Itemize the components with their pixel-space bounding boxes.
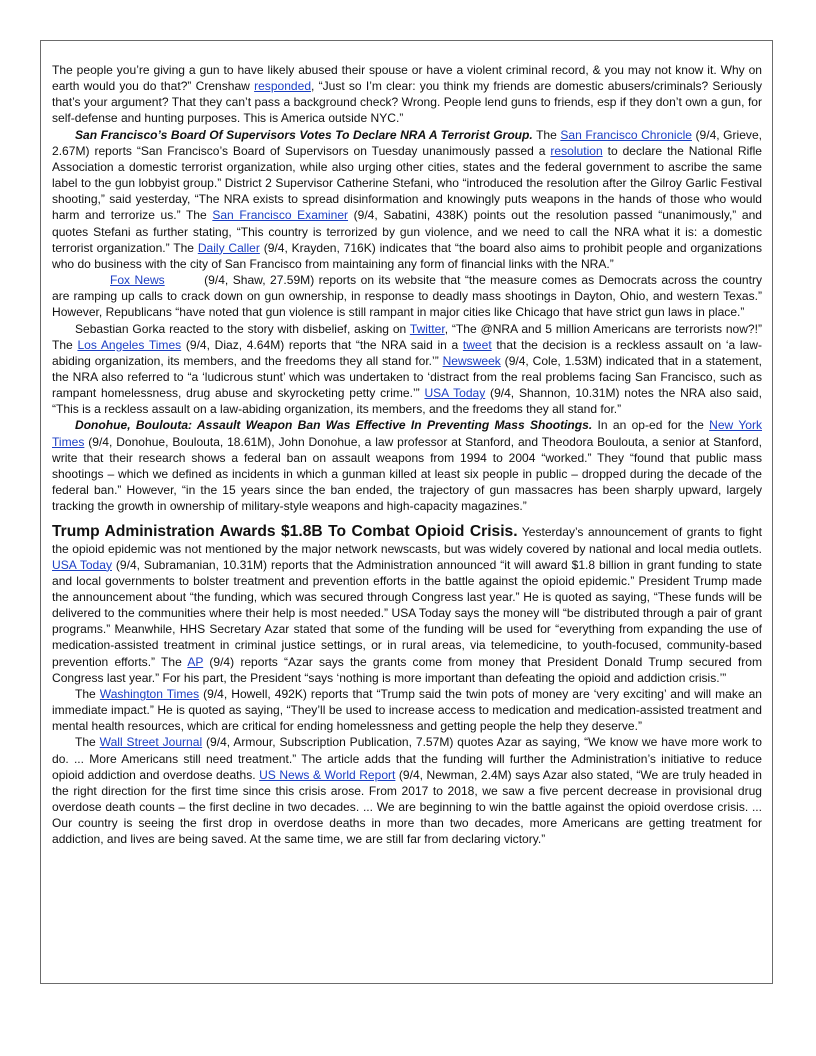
- text: In an op-ed for the: [592, 418, 710, 433]
- text: (9/4, Shaw, 27.59M) reports on its website that “the measure comes as Democrats across the country are ramping up calls to crack down on gun ownership, in response to deadly mass shootings in Dayton, Ohio, and western Texas.” However, Republicans “have noted that gun violence is still rampant in major cities like Chicago that have strict gun laws in place.”: [52, 273, 763, 320]
- paragraph-crenshaw: [52, 62, 762, 127]
- link-sf-examiner[interactable]: San Francisco Examiner: [212, 208, 349, 223]
- link-us-news[interactable]: US News & World Report: [259, 767, 396, 782]
- link-wsj[interactable]: Wall Street Journal: [99, 735, 203, 750]
- text: Yesterday’s announcement of grants to fight the opioid epidemic was not mentioned by the major network newscasts, but was widely covered by national and local media outlets.: [52, 525, 762, 556]
- link-fox-news[interactable]: Fox News: [110, 273, 165, 288]
- paragraph-fox-news: [52, 272, 762, 320]
- text: (9/4, Grieve, 2.67M) reports “San Francisco’s Board of Supervisors on Tuesday unanimously passed a: [52, 127, 763, 158]
- text: (9/4, Donohue, Boulouta, 18.61M), John Donohue, a law professor at Stanford, and Theodora Boulouta, a senior at Stanford, write that their research shows a federal ban on assault weapons from 1994 to 2004 “worked.” They “found that public mass shootings – which we defined as incidents in which a gunman killed at least six people in public – dropped during the decade of the federal ban.” However, “in the 15 years since the ban ended, the trajectory of gun massacres has been sharply upward, largely tracking the growth in ownership of military-style weapons and high-capacity magazines.”: [52, 434, 762, 514]
- text: (9/4, Cole, 1.53M) indicated that in a statement, the NRA also referred to “a ‘ludicrous stunt’ which was undertaken to ‘distract from the real problems facing San Francisco, such as rampant homelessness, drug abuse and skyrocketing petty crime.’”: [52, 353, 762, 401]
- text: The people you’re giving a gun to have likely abused their spouse or have a violent criminal record, & you may not know it. Why on earth would you do that?” Crenshaw: [52, 63, 762, 94]
- link-usa-today-2[interactable]: USA Today: [52, 557, 112, 572]
- text: (9/4, Krayden, 716K) indicates that “the board also aims to prohibit people and organizations who do business with the city of San Francisco from maintaining any form of financial links with the NRA.”: [52, 240, 762, 271]
- link-ny-times[interactable]: New York Times: [52, 418, 762, 449]
- link-responded[interactable]: responded: [254, 79, 312, 94]
- text: The: [75, 735, 100, 750]
- section-headline: Trump Administration Awards $1.8B To Combat Opioid Crisis.: [52, 523, 518, 541]
- text: (9/4, Sabatini, 438K) points out the resolution passed “unanimously,” and quotes Stefani as further stating, “This country is terrorized by gun violence, and we need to call the NRA what it is: a domestic terrorist organization.” The: [52, 208, 762, 255]
- text: , “Just so I’m clear: you think my friends are domestic abusers/criminals? Seriously that’s your argument? That they can’t pass a background check? Wrong. People lend guns to friends, esp if they don’t own a gun, for self-defense and hunting purposes. This is America outside NYC.”: [52, 79, 762, 126]
- link-ap[interactable]: AP: [187, 654, 204, 669]
- text: to declare the National Rifle Association a domestic terrorist organization, while also urging other cities, states and the federal government to ascribe the same label to the gun lobbyist group.” District 2 Supervisor Catherine Stefani, who “introduced the resolution after the Gilroy Garlic Festival shooting,” said yesterday, “The NRA exists to spread disinformation and knowingly puts weapons in the hands of those who would harm and terrorize us.” The: [52, 143, 763, 223]
- document-body: [52, 62, 762, 848]
- text: (9/4, Newman, 2.4M) says Azar also stated, “We are truly headed in the right direction for the first time since this crisis arose. From 2017 to 2018, we saw a five percent decrease in provisional drug overdose death counts – the first decline in two decades. ... We are beginning to win the battle against the opioid overdose crisis. ... Our country is seeing the first drop in overdose deaths in more than two decades, more Americans are getting treatment for addiction, and lives are being saved. At the same time, we are still far from declaring victory.”: [52, 767, 762, 847]
- text: The: [75, 686, 100, 701]
- paragraph-sf-board: [52, 127, 762, 272]
- text: (9/4, Howell, 492K) reports that “Trump said the twin pots of money are ‘very exciting’ and will make an immediate impact.” He is quoted as saying, “They’ll be used to increase access to medication and medication-assisted treatment and mental health resources, which are critical for ending homelessness and getting people the help they deserve.”: [52, 686, 762, 734]
- link-resolution[interactable]: resolution: [550, 143, 603, 158]
- story-headline: Donohue, Boulouta: Assault Weapon Ban Was Effective In Preventing Mass Shootings.: [75, 418, 593, 433]
- text: (9/4, Diaz, 4.64M) reports that “the NRA said in a: [181, 337, 463, 352]
- link-tweet[interactable]: tweet: [462, 337, 492, 352]
- paragraph-opioid: [52, 524, 762, 686]
- text: (9/4, Subramanian, 10.31M) reports that the Administration announced “it will award $1.8 billion in grant funding to state and local governments to bolster treatment and prevention efforts in the battle against the opioid epidemic.” President Trump made the announcement about “the funding, which was secured through Congress last year.” He is quoted as saying, “These funds will be delivered to the communities where their help is most needed.” USA Today says the money will “be distributed through a pair of grant programs.” Meanwhile, HHS Secretary Azar stated that some of the funding will be used for “everything from expanding the use of medication-assisted treatment in criminal justice settings, or in rural areas, via telemedicine, to youth-focused, community-based prevention efforts.” The: [52, 557, 762, 669]
- text: (9/4, Armour, Subscription Publication, 7.57M) quotes Azar as saying, “We know we have more work to do. ... More Americans still need treatment.” The article adds that the funding will further the Administration’s initiative to reduce opioid addiction and overdose deaths.: [52, 735, 762, 782]
- link-washington-times[interactable]: Washington Times: [99, 686, 200, 701]
- paragraph-gorka: [52, 321, 762, 418]
- paragraph-wsj: [52, 734, 762, 847]
- text: Sebastian Gorka reacted to the story with disbelief, asking on: [75, 321, 410, 336]
- link-la-times[interactable]: Los Angeles Times: [77, 337, 182, 352]
- paragraph-donohue: [52, 417, 762, 514]
- text: (9/4, Shannon, 10.31M) notes the NRA also said, “This is a reckless assault on a law-abiding organization, its members, and the freedoms they all stand for.”: [52, 386, 762, 417]
- link-sf-chronicle[interactable]: San Francisco Chronicle: [560, 127, 692, 142]
- text: The: [532, 127, 561, 142]
- text: (9/4) reports “Azar says the grants come from money that President Donald Trump secured from Congress last year.” For his part, the President “says ‘nothing is more important than defeating the opioid and addiction crisis.’”: [52, 654, 763, 685]
- paragraph-washington-times: [52, 686, 762, 734]
- text: that the decision is a reckless assault on ‘a law-abiding organization, its members, and the freedoms they all stand for.’”: [52, 337, 762, 368]
- link-usa-today[interactable]: USA Today: [424, 386, 486, 401]
- text: , “The @NRA and 5 million Americans are terrorists now?!” The: [52, 321, 762, 352]
- link-twitter[interactable]: Twitter: [409, 321, 445, 336]
- story-headline: San Francisco’s Board Of Supervisors Votes To Declare NRA A Terrorist Group.: [75, 127, 533, 142]
- link-newsweek[interactable]: Newsweek: [442, 353, 501, 368]
- link-daily-caller[interactable]: Daily Caller: [197, 240, 260, 255]
